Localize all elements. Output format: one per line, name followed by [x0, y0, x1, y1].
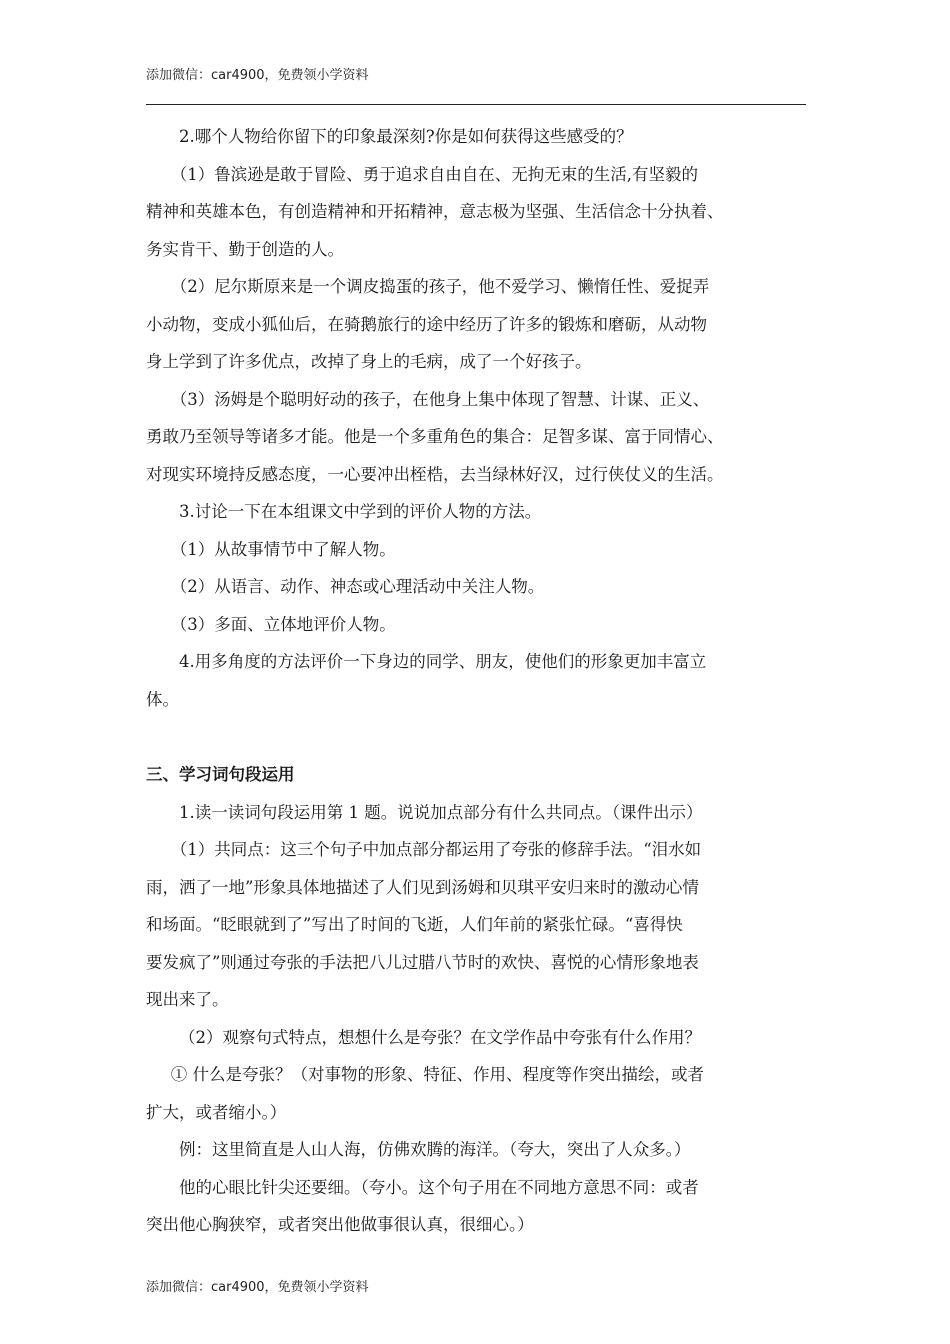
section-3-answer-2-1-line: ① 什么是夸张？（对事物的形象、特征、作用、程度等作突出描绘，或者 [170, 1065, 704, 1084]
section-3-answer-2: （2）观察句式特点，想想什么是夸张？在文学作品中夸张有什么作用？ [179, 1027, 701, 1047]
section-3-answer-2-1 [146, 1056, 810, 1131]
answer-2-1-line: （1）鲁滨逊是敢于冒险、勇于追求自由自在、无拘无束的生活,有坚毅的 [170, 164, 698, 184]
answer-2-3-line: （3）汤姆是个聪明好动的孩子，在他身上集中体现了智慧、计谋、正义、 [170, 389, 710, 409]
header-divider [146, 104, 806, 105]
answer-2-2-line: 身上学到了许多优点，改掉了身上的毛病，成了一个好孩子。 [146, 352, 592, 371]
section-3-answer-1 [146, 831, 810, 1019]
answer-3-1: （1）从故事情节中了解人物。 [170, 539, 396, 559]
header-note: 添加微信：car4900，免费领小学资料 [146, 68, 369, 83]
section-3-answer-1-line: （1）共同点：这三个句子中加点部分都运用了夸张的修辞手法。“泪水如 [170, 840, 702, 859]
answer-2-1-line: 精神和英雄本色，有创造精神和开拓精神，意志极为坚强、生活信念十分执着、 [146, 202, 724, 221]
answer-2-3-line: 对现实环境持反感态度，一心要冲出桎梏，去当绿林好汉，过行侠仗义的生活。 [146, 464, 724, 484]
example-2 [146, 1169, 810, 1244]
answer-2-3 [146, 381, 810, 494]
question-4-line: 4.用多角度的方法评价一下身边的同学、朋友，使他们的形象更加丰富立 [179, 652, 707, 671]
answer-2-2 [146, 268, 810, 381]
answer-2-2-line: （2）尼尔斯原来是一个调皮捣蛋的孩子，他不爱学习、懒惰任性、爱捉弄 [170, 277, 710, 296]
section-3-answer-2-1-line: 扩大，或者缩小。） [146, 1102, 287, 1122]
answer-2-2-line: 小动物，变成小狐仙后，在骑鹅旅行的途中经历了许多的锻炼和磨砺，从动物 [146, 314, 707, 334]
question-4-line: 体。 [146, 689, 179, 709]
section-spacer [146, 718, 810, 756]
section-3-answer-1-line: 现出来了。 [146, 990, 229, 1009]
example-2-line: 他的心眼比针尖还要细。（夸小。这个句子用在不同地方意思不同：或者 [179, 1177, 699, 1197]
question-3: 3.讨论一下在本组课文中学到的评价人物的方法。 [179, 502, 542, 521]
question-4 [146, 643, 810, 718]
section-3-heading: 三、学习词句段运用 [146, 765, 295, 784]
question-2: 2.哪个人物给你留下的印象最深刻?你是如何获得这些感受的？ [179, 127, 633, 146]
answer-3-2: （2）从语言、动作、神态或心理活动中关注人物。 [170, 577, 545, 596]
example-2-line: 突出他心胸狭窄，或者突出他做事很认真，很细心。） [146, 1215, 534, 1234]
section-3-question-1: 1.读一读词句段运用第 1 题。说说加点部分有什么共同点。（课件出示） [179, 802, 703, 822]
document-body [146, 118, 810, 1244]
section-3-answer-1-line: 和场面。“眨眼就到了”写出了时间的飞逝，人们年前的紧张忙碌。“喜得快 [146, 915, 683, 934]
answer-2-1 [146, 156, 810, 269]
example-1: 例：这里简直是人山人海，仿佛欢腾的海洋。（夸大，突出了人众多。） [179, 1140, 691, 1159]
section-3-answer-1-line: 雨，洒了一地”形象具体地描述了人们见到汤姆和贝琪平安归来时的激动心情 [146, 877, 699, 897]
section-3-answer-1-line: 要发疯了”则通过夸张的手法把八儿过腊八节时的欢快、喜悦的心情形象地表 [146, 952, 699, 972]
answer-2-1-line: 务实肯干、勤于创造的人。 [146, 239, 344, 259]
footer-note: 添加微信：car4900，免费领小学资料 [146, 1280, 369, 1295]
answer-3-3: （3）多面、立体地评价人物。 [170, 614, 396, 634]
answer-2-3-line: 勇敢乃至领导等诸多才能。他是一个多重角色的集合：足智多谋、富于同情心、 [146, 427, 724, 446]
